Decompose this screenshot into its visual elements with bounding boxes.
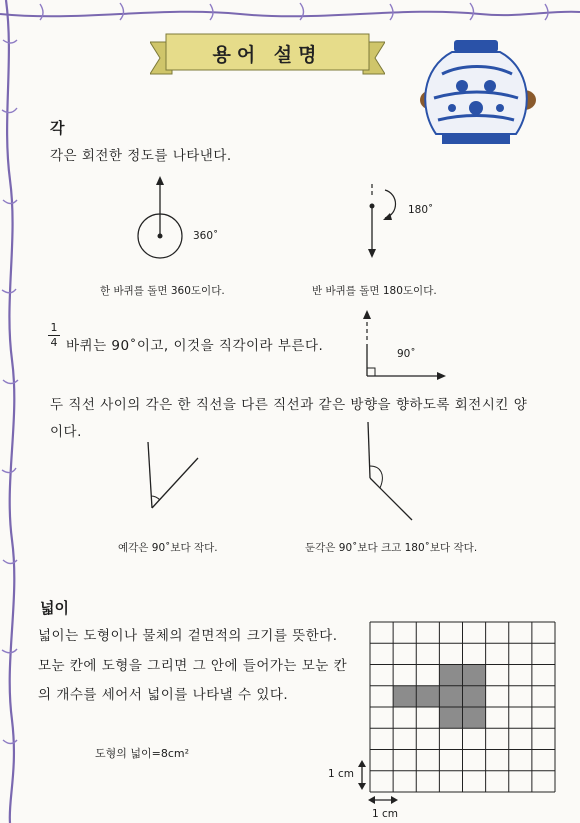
shaded-cell: [463, 707, 486, 728]
angle-definition: 각은 회전한 정도를 나타낸다.: [50, 148, 232, 164]
acute-caption: 예각은 90˚보다 작다.: [118, 542, 218, 554]
area-text-1: 넓이는 도형이나 물체의 겉면적의 크기를 뜻한다.: [38, 628, 338, 644]
shaded-cell: [463, 665, 486, 686]
full-turn-angle-label: 360˚: [193, 230, 219, 242]
right-angle-label: 90˚: [397, 348, 416, 360]
area-grid: [370, 622, 555, 792]
vase-illustration: [412, 38, 538, 150]
shaded-cell: [416, 686, 439, 707]
area-text-3: 의 개수를 세어서 넓이를 나타낼 수 있다.: [38, 687, 289, 703]
unit-arrow-vertical: [355, 760, 369, 790]
fraction-denominator: 4: [50, 336, 58, 349]
banner-title: 용어 설명: [212, 44, 323, 66]
area-text-2: 모눈 칸에 도형을 그리면 그 안에 들어가는 모눈 칸: [38, 658, 348, 674]
shaded-cell: [393, 686, 416, 707]
shaded-cell: [439, 686, 462, 707]
acute-angle-diagram: [140, 438, 210, 518]
full-turn-caption: 한 바퀴를 돌면 360도이다.: [100, 285, 225, 297]
half-turn-angle-label: 180˚: [408, 204, 434, 216]
half-turn-caption: 반 바퀴를 돌면 180도이다.: [312, 285, 437, 297]
shaded-cell: [463, 686, 486, 707]
unit-arrow-horizontal: [368, 794, 398, 806]
obtuse-angle-diagram: [360, 418, 420, 528]
between-lines-text-1: 두 직선 사이의 각은 한 직선을 다른 직선과 같은 방향을 향하도록 회전시킨 양: [50, 397, 528, 413]
half-turn-diagram: [355, 180, 415, 260]
obtuse-caption: 둔각은 90˚보다 크고 180˚보다 작다.: [305, 542, 478, 554]
quarter-fraction: [48, 322, 60, 349]
shaded-cell: [439, 665, 462, 686]
fraction-numerator: 1: [50, 321, 58, 334]
between-lines-text-2: 이다.: [50, 424, 82, 440]
area-heading: 넓이: [40, 599, 69, 617]
unit-label-horizontal: 1 cm: [372, 808, 399, 820]
full-turn-diagram: [130, 170, 200, 260]
shaded-cell: [439, 707, 462, 728]
unit-label-vertical: 1 cm: [328, 768, 355, 780]
quarter-turn-text: 바퀴는 90˚이고, 이것을 직각이라 부른다.: [66, 338, 324, 354]
angle-heading: 각: [50, 119, 65, 137]
right-angle-diagram: [360, 308, 450, 384]
area-formula: 도형의 넓이=8cm²: [95, 747, 190, 760]
